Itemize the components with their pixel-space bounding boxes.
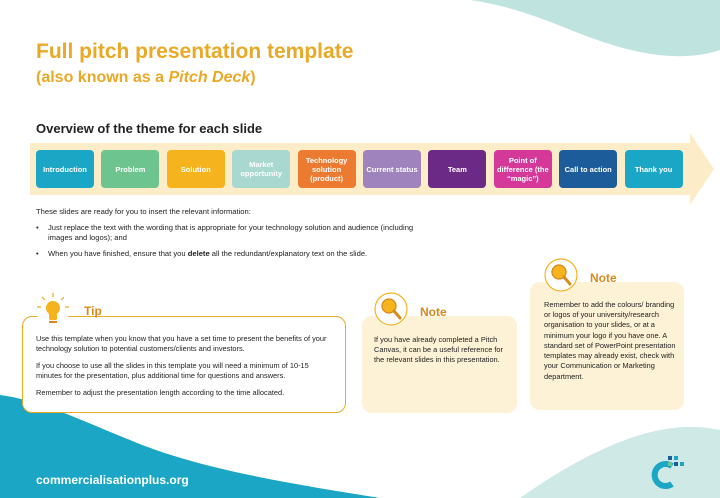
magnifier-icon [374,292,408,326]
slide-theme-box: Problem [101,150,159,188]
bullet-item: • When you have finished, ensure that you delete all the redundant/explanatory text on the slide. [36,249,416,261]
tip-paragraph: If you choose to use all the slides in this template you will need a minimum of 10-15 minutes for the presentation, plus additional time for questions and answers. [36,361,309,381]
tip-title: Tip [84,304,102,318]
magnifier-icon [544,258,578,292]
commercialisation-plus-logo-icon [648,456,684,492]
footer-url[interactable]: commercialisationplus.org [36,473,189,487]
note-title: Note [590,271,617,285]
slide-theme-box: Market opportunity [232,150,290,188]
bottom-right-wave-shape [520,427,720,498]
page-subtitle: (also known as a Pitch Deck) [36,69,256,86]
slide-theme-box: Team [428,150,486,188]
note-text: Remember to add the colours/ branding or logos of your university/research organisation to your slides, or at a minimum your logo if you have one. A standard set of PowerPoint presentation templates may already exist, check with your Communication or Marketing department. [544,300,676,381]
page-title: Full pitch presentation template [36,40,354,63]
delete-emphasis: delete [187,249,210,258]
tip-paragraph: Use this template when you know that you have a set time to present the benefits of your technology solution to potential customers/clients and investors. [36,334,327,354]
slide-theme-box: Thank you [625,150,683,188]
slide-theme-box: Technology solution (product) [298,150,356,188]
overview-heading: Overview of the theme for each slide [36,121,263,136]
lightbulb-icon [36,292,70,326]
slide-theme-box: Point of difference (the “magic”) [494,150,552,188]
bullet-text: When you have finished, ensure that you delete all the redundant/explanatory text on the slide. [48,249,368,258]
top-wave-shape [470,0,720,56]
bullet-item: • Just replace the text with the wording that is appropriate for your technology solution and audience (including images and logos); and [36,223,416,245]
tip-paragraph: Remember to adjust the presentation length according to the time allocated. [36,388,285,397]
note-text: If you have already completed a Pitch Canvas, it can be a useful reference for the relevant slides in this presentation. [374,335,503,365]
note-title: Note [420,305,447,319]
slide-theme-box: Current status [363,150,421,188]
pitch-deck-term: Pitch Deck [168,69,251,86]
slide-theme-box: Introduction [36,150,94,188]
bullet-text: Just replace the text with the wording that is appropriate for your technology solution and audience (including images and logos); and [48,223,414,243]
slide-theme-box: Solution [167,150,225,188]
intro-text: These slides are ready for you to insert the relevant information: [36,207,251,216]
slide-theme-box: Call to action [559,150,617,188]
